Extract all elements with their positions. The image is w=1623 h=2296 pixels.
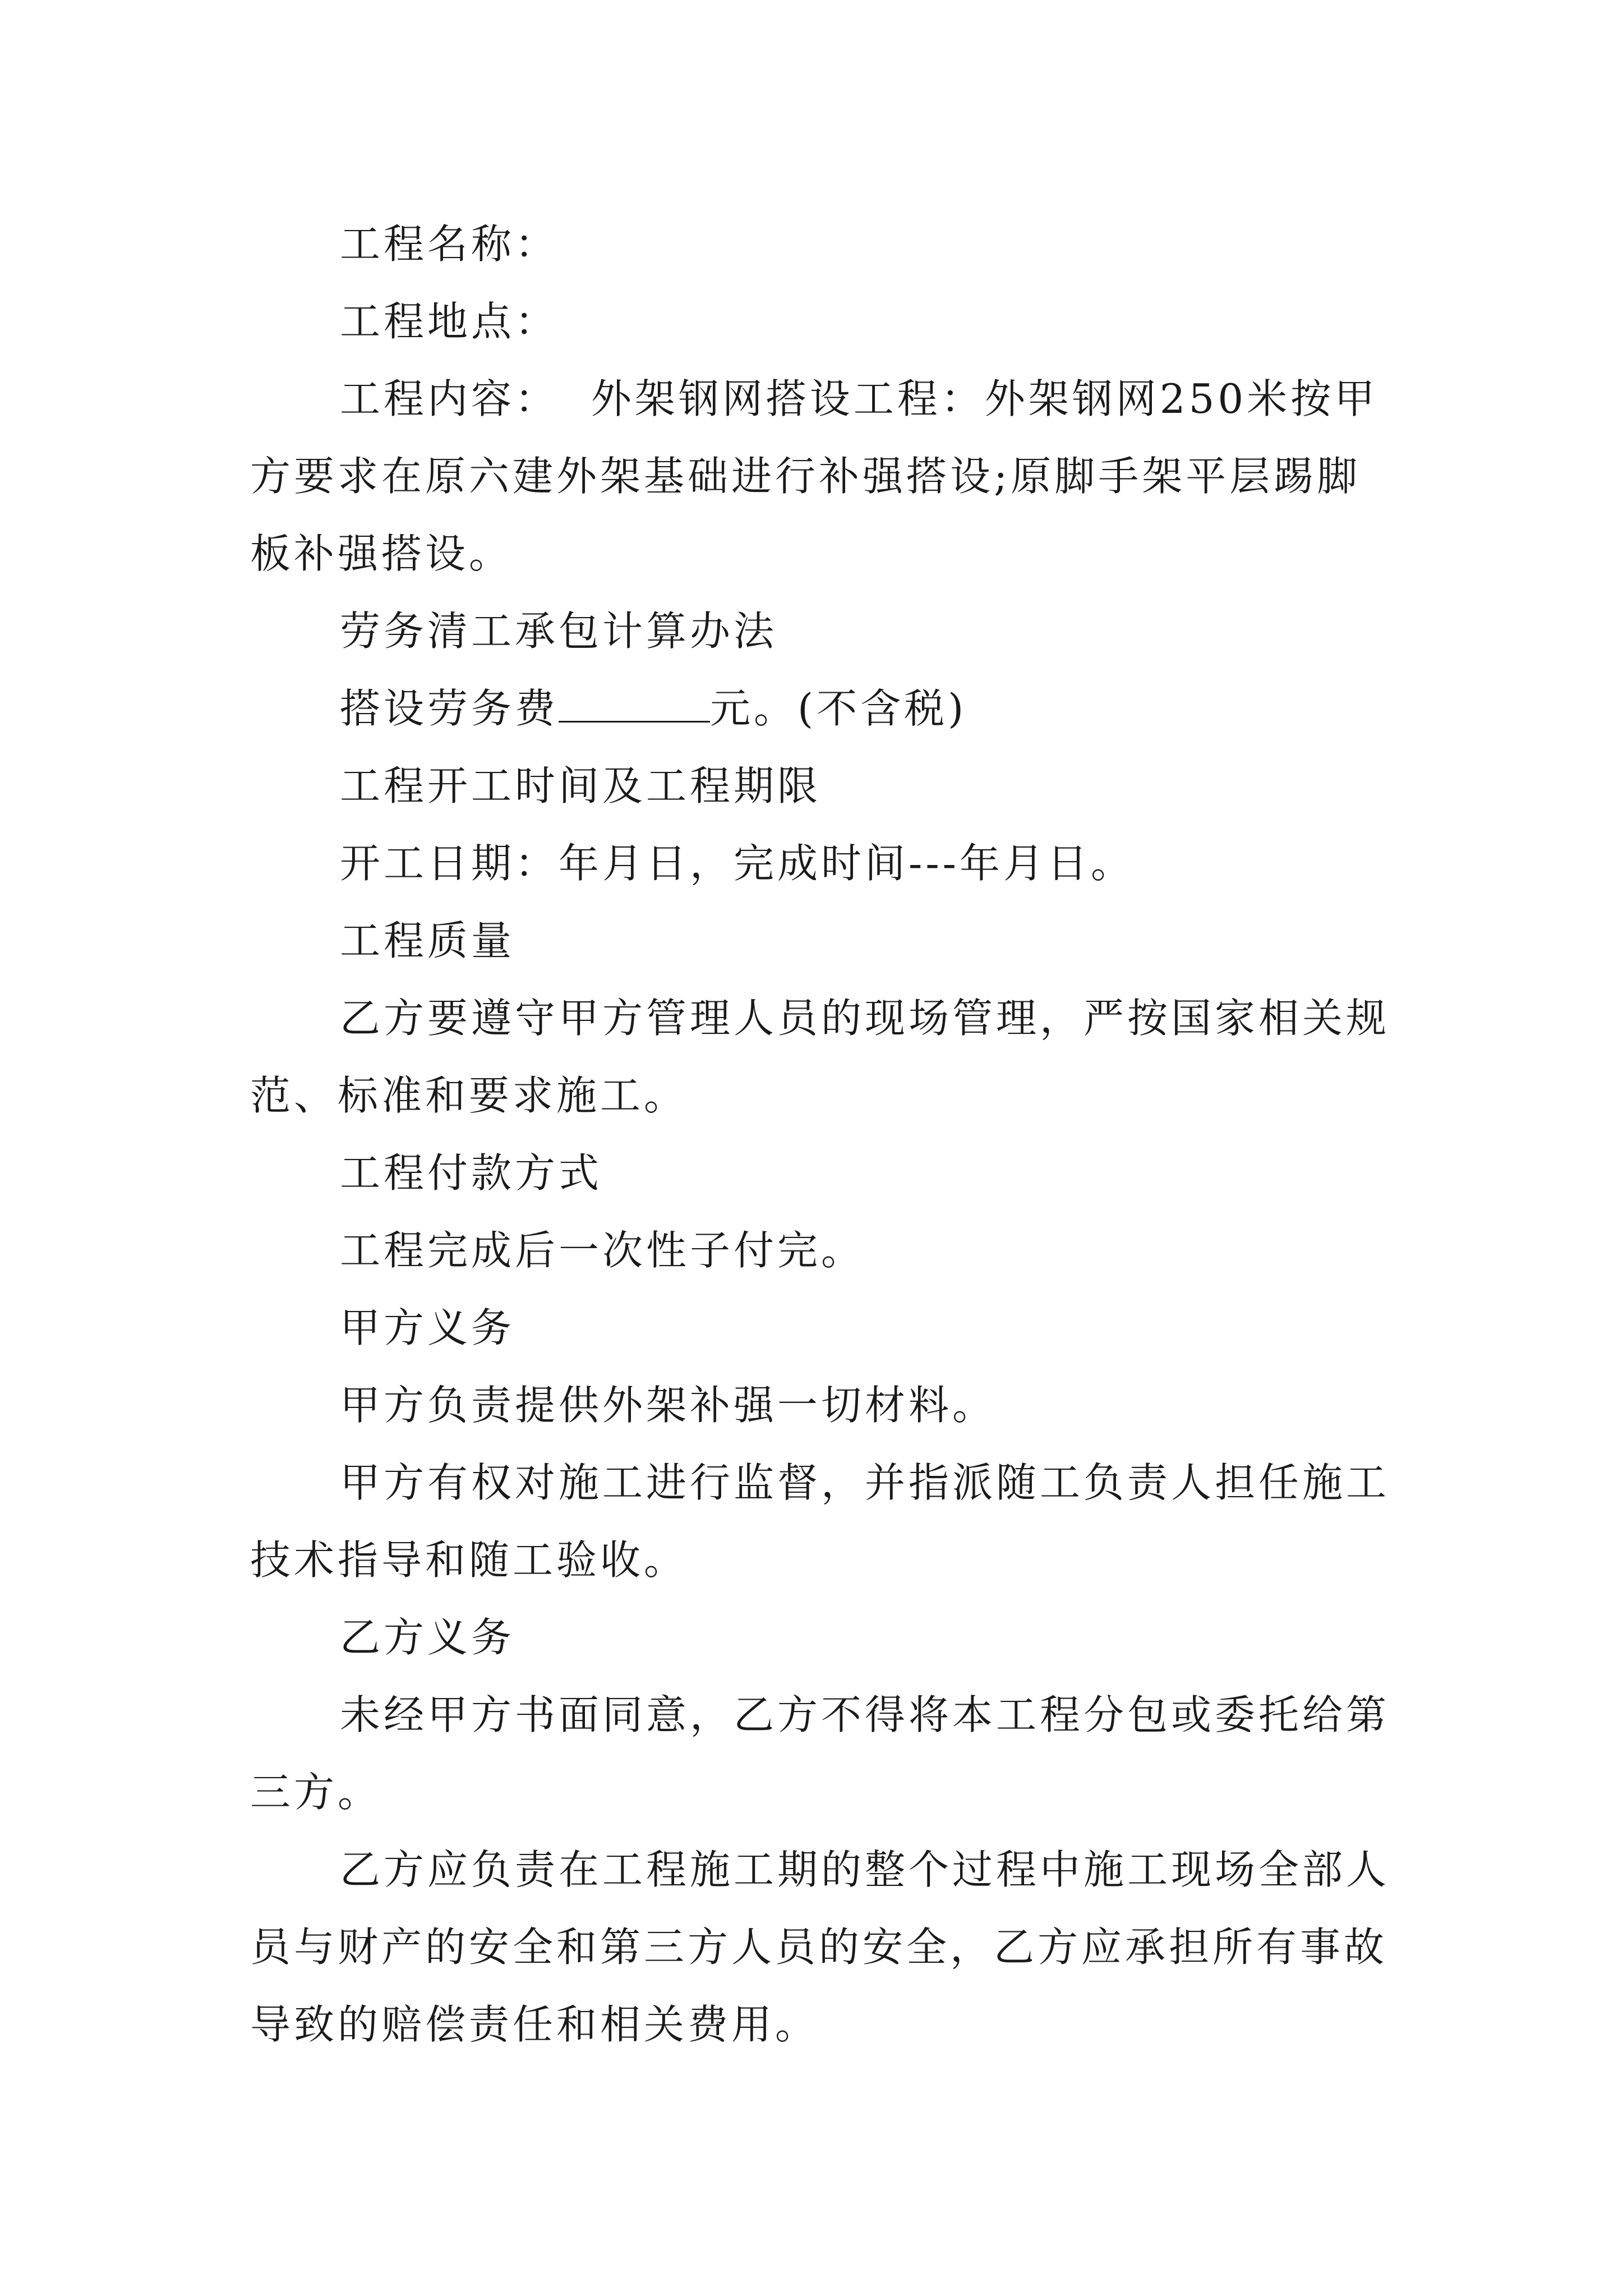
paragraph-project-name: 工程名称： [340,220,559,268]
paragraph-labor-fee [250,670,1394,747]
document-body [250,205,1394,2063]
heading-party-a-duties: 甲方义务 [340,1304,515,1351]
paragraph-party-b-safety: 乙方应负责在工程施工期的整个过程中施工现场全部人员与财产的安全和第三方人员的安全，乙方应承担所有事故导致的赔偿责任和相关费用。 [250,1846,1390,2048]
paragraph-project-content: 工程内容： 外架钢网搭设工程：外架钢网250米按甲方要求在原六建外架基础进行补强搭设;原脚手架平层踢脚板补强搭设。 [250,375,1378,577]
heading-quality: 工程质量 [340,917,515,964]
heading-payment: 工程付款方式 [340,1149,603,1197]
labor-fee-suffix: 元。(不含税) [710,685,967,732]
paragraph-start-date: 开工日期：年月日，完成时间---年月日。 [340,840,1135,887]
paragraph-party-b-subcontract: 未经甲方书面同意，乙方不得将本工程分包或委托给第三方。 [250,1691,1390,1816]
paragraph-quality: 乙方要遵守甲方管理人员的现场管理，严按国家相关规范、标准和要求施工。 [250,995,1390,1119]
heading-schedule: 工程开工时间及工程期限 [340,762,822,809]
heading-party-b-duties: 乙方义务 [340,1614,515,1661]
labor-fee-blank [559,687,710,723]
labor-fee-prefix: 搭设劳务费 [340,685,559,732]
paragraph-party-a-materials: 甲方负责提供外架补强一切材料。 [340,1382,997,1429]
paragraph-payment: 工程完成后一次性子付完。 [340,1227,865,1274]
paragraph-party-a-supervision: 甲方有权对施工进行监督，并指派随工负责人担任施工技术指导和随工验收。 [250,1459,1390,1584]
heading-labor-calculation: 劳务清工承包计算办法 [340,608,778,655]
paragraph-project-location: 工程地点： [340,298,559,345]
